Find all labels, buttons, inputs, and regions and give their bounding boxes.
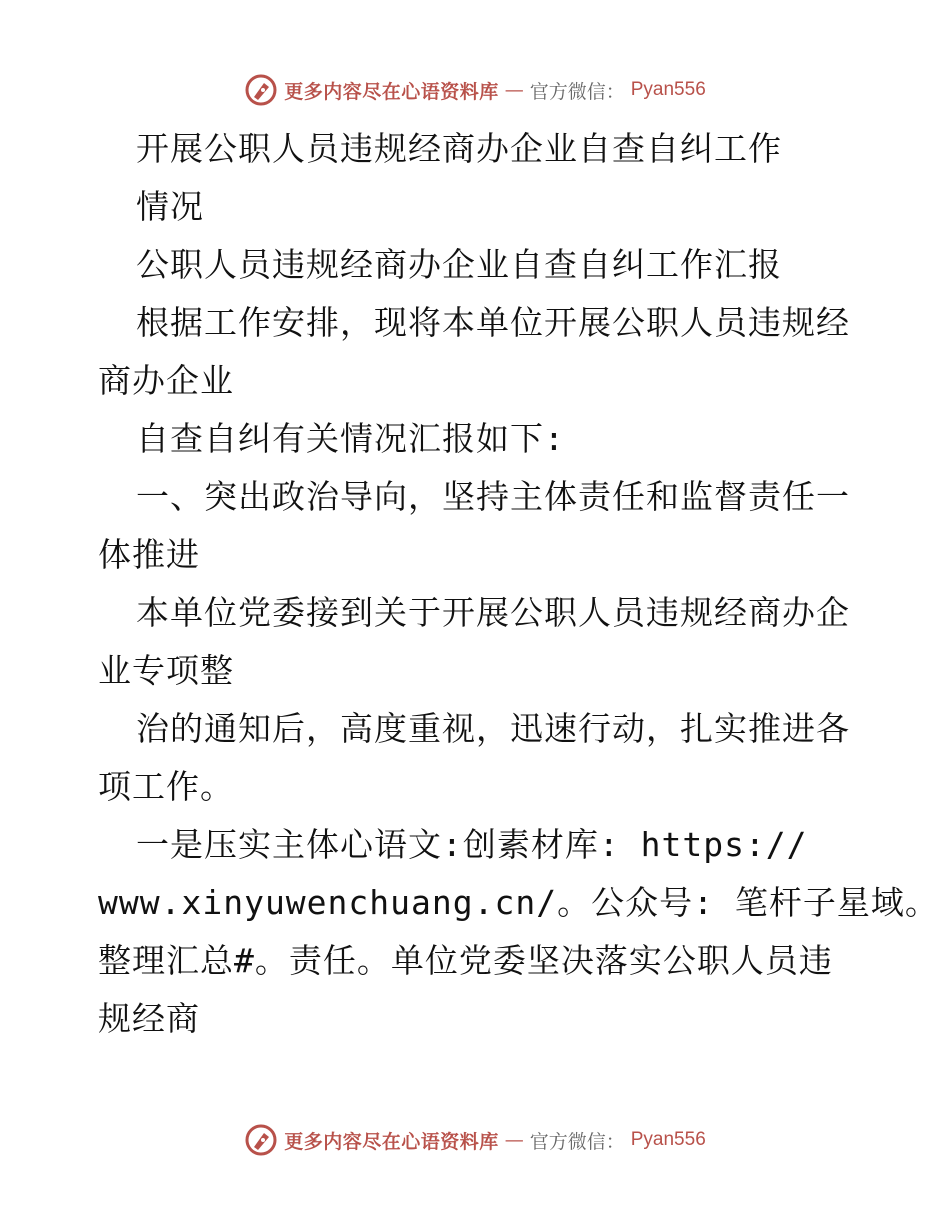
watermark-official-label: 官方微信： (529, 80, 625, 103)
pen-nib-logo-icon (244, 1123, 278, 1157)
doc-paragraph-line: 自查自纠有关情况汇报如下: (136, 419, 565, 458)
doc-paragraph-line: 治的通知后，高度重视，迅速行动，扎实推进各 (136, 709, 850, 748)
doc-paragraph-line: 整理汇总#。责任。单位党委坚决落实公职人员违 (98, 941, 833, 980)
doc-paragraph-line: 一是压实主体心语文:创素材库: https:// (136, 825, 808, 864)
top-watermark-banner (0, 68, 950, 112)
doc-title-line-1: 开展公职人员违规经商办企业自查自纠工作 (136, 129, 782, 168)
document-body (98, 120, 939, 1048)
doc-section-heading-cont: 体推进 (98, 535, 200, 574)
watermark-separator: — (504, 79, 524, 101)
watermark-wechat-id: Pyan556 (630, 1129, 706, 1150)
doc-paragraph-line: 根据工作安排，现将本单位开展公职人员违规经 (136, 303, 850, 342)
pen-nib-logo-icon (244, 73, 278, 107)
doc-title-line-2: 情况 (136, 187, 204, 226)
watermark-separator: — (504, 1129, 524, 1151)
doc-section-heading: 一、突出政治导向，坚持主体责任和监督责任一 (136, 477, 850, 516)
watermark-official-label: 官方微信： (529, 1130, 625, 1153)
watermark-wechat-id: Pyan556 (630, 79, 706, 100)
doc-paragraph-line: www.xinyuwenchuang.cn/。公众号: 笔杆子星域。 (98, 883, 939, 922)
doc-subtitle: 公职人员违规经商办企业自查自纠工作汇报 (136, 245, 782, 284)
doc-paragraph-line: 商办企业 (98, 361, 234, 400)
doc-paragraph-line: 业专项整 (98, 651, 234, 690)
watermark-brand-text: 更多内容尽在心语资料库 (284, 80, 499, 103)
bottom-watermark-banner (0, 1118, 950, 1162)
doc-paragraph-line: 项工作。 (98, 767, 234, 806)
doc-paragraph-line: 规经商 (98, 999, 200, 1038)
doc-paragraph-line: 本单位党委接到关于开展公职人员违规经商办企 (136, 593, 850, 632)
watermark-brand-text: 更多内容尽在心语资料库 (284, 1130, 499, 1153)
